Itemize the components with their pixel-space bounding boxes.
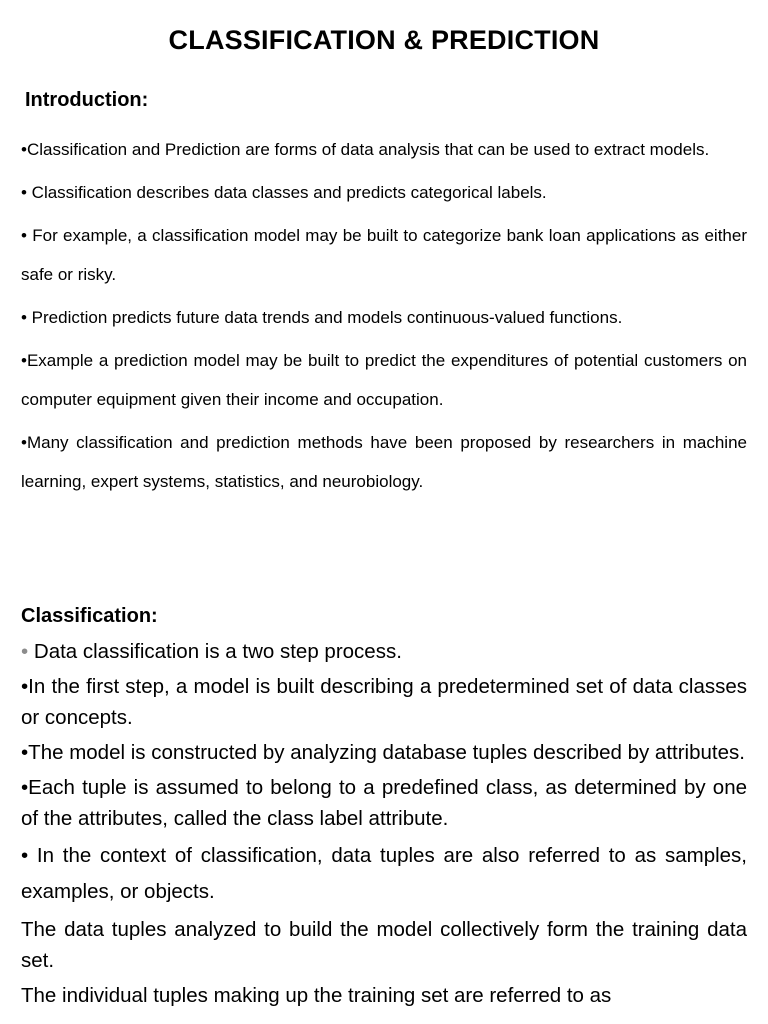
classification-item: • In the context of classification, data tuples are also referred to as samples, examples, or objects. [21, 844, 747, 903]
classification-item: •The model is constructed by analyzing database tuples described by attributes. [21, 741, 745, 764]
classification-item-text: Data classification is a two step process. [28, 640, 402, 663]
introduction-item: •Many classification and prediction methods have been proposed by researchers in machine learning, expert systems, statistics, and neurobiology. [21, 433, 747, 491]
introduction-item: • Prediction predicts future data trends and models continuous-valued functions. [21, 308, 623, 327]
page-title: CLASSIFICATION & PREDICTION [168, 25, 600, 55]
introduction-heading: Introduction: [25, 89, 149, 111]
classification-item: •Each tuple is assumed to belong to a predefined class, as determined by one of the attributes, called the class label attribute. [21, 776, 747, 830]
classification-item: •In the first step, a model is built describing a predetermined set of data classes or concepts. [21, 675, 747, 729]
introduction-list [21, 130, 747, 505]
introduction-item: • For example, a classification model may be built to categorize bank loan applications as either safe or risky. [21, 226, 747, 284]
introduction-item: • Classification describes data classes and predicts categorical labels. [21, 183, 547, 202]
classification-item: The individual tuples making up the training set are referred to as [21, 984, 612, 1007]
classification-item [21, 636, 747, 667]
classification-list [21, 636, 747, 1015]
introduction-item: •Example a prediction model may be built to predict the expenditures of potential customers on computer equipment given their income and occupation. [21, 351, 747, 409]
classification-heading: Classification: [21, 605, 158, 627]
bullet-icon: • [21, 640, 29, 663]
classification-item: The data tuples analyzed to build the model collectively form the training data set. [21, 918, 747, 972]
introduction-item: •Classification and Prediction are forms of data analysis that can be used to extract models. [21, 140, 710, 159]
